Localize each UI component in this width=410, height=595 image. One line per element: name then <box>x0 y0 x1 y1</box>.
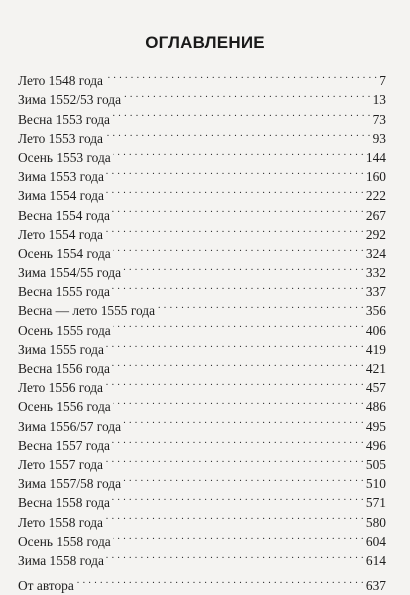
toc-entry-page-number: 13 <box>372 92 386 108</box>
dot-leader <box>112 354 364 373</box>
toc-entry-label: Лето 1557 года <box>18 456 104 472</box>
toc-entry-label: Весна 1557 года <box>18 437 110 453</box>
toc-entry-label: Зима 1558 года <box>18 552 104 568</box>
dot-leader <box>105 507 364 526</box>
toc-entry-page-number: 7 <box>379 73 386 89</box>
toc-entry-page-number: 160 <box>365 169 386 185</box>
toc-entry-label: Лето 1548 года <box>18 73 104 89</box>
dot-leader <box>113 392 364 411</box>
toc-entry-label: Весна — лето 1555 года <box>18 303 156 319</box>
dot-leader <box>123 469 364 488</box>
page-title: ОГЛАВЛЕНИЕ <box>145 33 265 52</box>
toc-entry-page-number: 332 <box>365 265 386 281</box>
toc-entry-label: Осень 1555 года <box>18 322 111 338</box>
toc-entry-label: Лето 1554 года <box>18 226 104 242</box>
toc-entry-label: Весна 1558 года <box>18 495 110 511</box>
dot-leader <box>106 181 364 200</box>
toc-entry-label: Зима 1553 года <box>18 169 104 185</box>
toc-entry-label: Весна 1555 года <box>18 284 110 300</box>
toc-entry-page-number: 73 <box>372 111 386 127</box>
toc-entry-page-number: 505 <box>365 456 386 472</box>
toc-entry-page-number: 637 <box>365 578 386 594</box>
dot-leader <box>76 571 364 590</box>
dot-leader <box>106 162 364 181</box>
toc-entry-page-number: 571 <box>365 495 386 511</box>
toc-entry-page-number: 510 <box>365 476 386 492</box>
toc-entry-page-number: 337 <box>365 284 386 300</box>
toc-entry-page-number: 486 <box>365 399 386 415</box>
dot-leader <box>123 411 364 430</box>
toc-entry-page-number: 292 <box>365 226 386 242</box>
toc-entry-page-number: 421 <box>365 361 386 376</box>
toc-entry-label: Осень 1558 года <box>18 533 111 549</box>
dot-leader <box>105 220 364 239</box>
toc-entry-page-number: 614 <box>365 552 386 568</box>
toc-entry-label: Лето 1553 года <box>18 130 104 146</box>
dot-leader <box>106 546 364 565</box>
toc-entry-page-number: 457 <box>365 380 386 396</box>
dot-leader <box>112 431 364 450</box>
toc-entry-afterword <box>18 571 386 594</box>
dot-leader <box>105 66 377 85</box>
dot-leader <box>113 239 364 258</box>
dot-leader <box>112 104 371 123</box>
toc-entry-label: Весна 1553 года <box>18 111 110 127</box>
toc-entry-label: Лето 1556 года <box>18 380 104 396</box>
toc-entry-label: Зима 1554 года <box>18 188 104 204</box>
dot-leader <box>123 258 364 277</box>
toc-entry-page-number: 144 <box>365 149 386 165</box>
toc-entry-label: От автора <box>18 578 74 594</box>
dot-leader <box>112 200 364 219</box>
toc-entry-page-number: 356 <box>365 303 386 319</box>
dot-leader <box>105 450 364 469</box>
toc-entry-page-number: 496 <box>365 437 386 453</box>
dot-leader <box>113 143 364 162</box>
toc-entry-page-number: 222 <box>365 188 386 204</box>
dot-leader <box>113 315 364 334</box>
toc-entry-page-number: 580 <box>365 514 386 530</box>
toc-entry-page-number: 93 <box>372 130 386 146</box>
toc-entry-label: Лето 1558 года <box>18 514 104 530</box>
toc-entry-label: Зима 1555 года <box>18 341 104 357</box>
toc-entry-label: Осень 1556 года <box>18 399 111 415</box>
toc-entry-label: Зима 1556/57 года <box>18 418 122 434</box>
toc-entry <box>18 66 386 89</box>
dot-leader <box>106 335 364 354</box>
dot-leader <box>112 488 364 507</box>
toc-entry-label: Зима 1557/58 года <box>18 476 122 492</box>
toc-entry-page-number: 406 <box>365 322 386 338</box>
toc-entry-label: Весна 1554 года <box>18 207 110 223</box>
dot-leader <box>105 124 371 143</box>
table-of-contents <box>18 66 386 594</box>
toc-entry-page-number: 267 <box>365 207 386 223</box>
toc-entry-label: Весна 1556 года <box>18 361 110 376</box>
toc-entry-label: Осень 1554 года <box>18 245 111 261</box>
toc-entry-label: Зима 1552/53 года <box>18 92 122 108</box>
dot-leader <box>105 373 364 392</box>
toc-entry-page-number: 495 <box>365 418 386 434</box>
dot-leader <box>113 527 364 546</box>
dot-leader <box>112 277 364 296</box>
toc-entry-label: Зима 1554/55 года <box>18 265 122 281</box>
toc-entry-page-number: 324 <box>365 245 386 261</box>
toc-entry-label: Осень 1553 года <box>18 149 111 165</box>
toc-entry-page-number: 604 <box>365 533 386 549</box>
dot-leader <box>157 296 364 315</box>
toc-entry-page-number: 419 <box>365 341 386 357</box>
dot-leader <box>123 85 371 104</box>
